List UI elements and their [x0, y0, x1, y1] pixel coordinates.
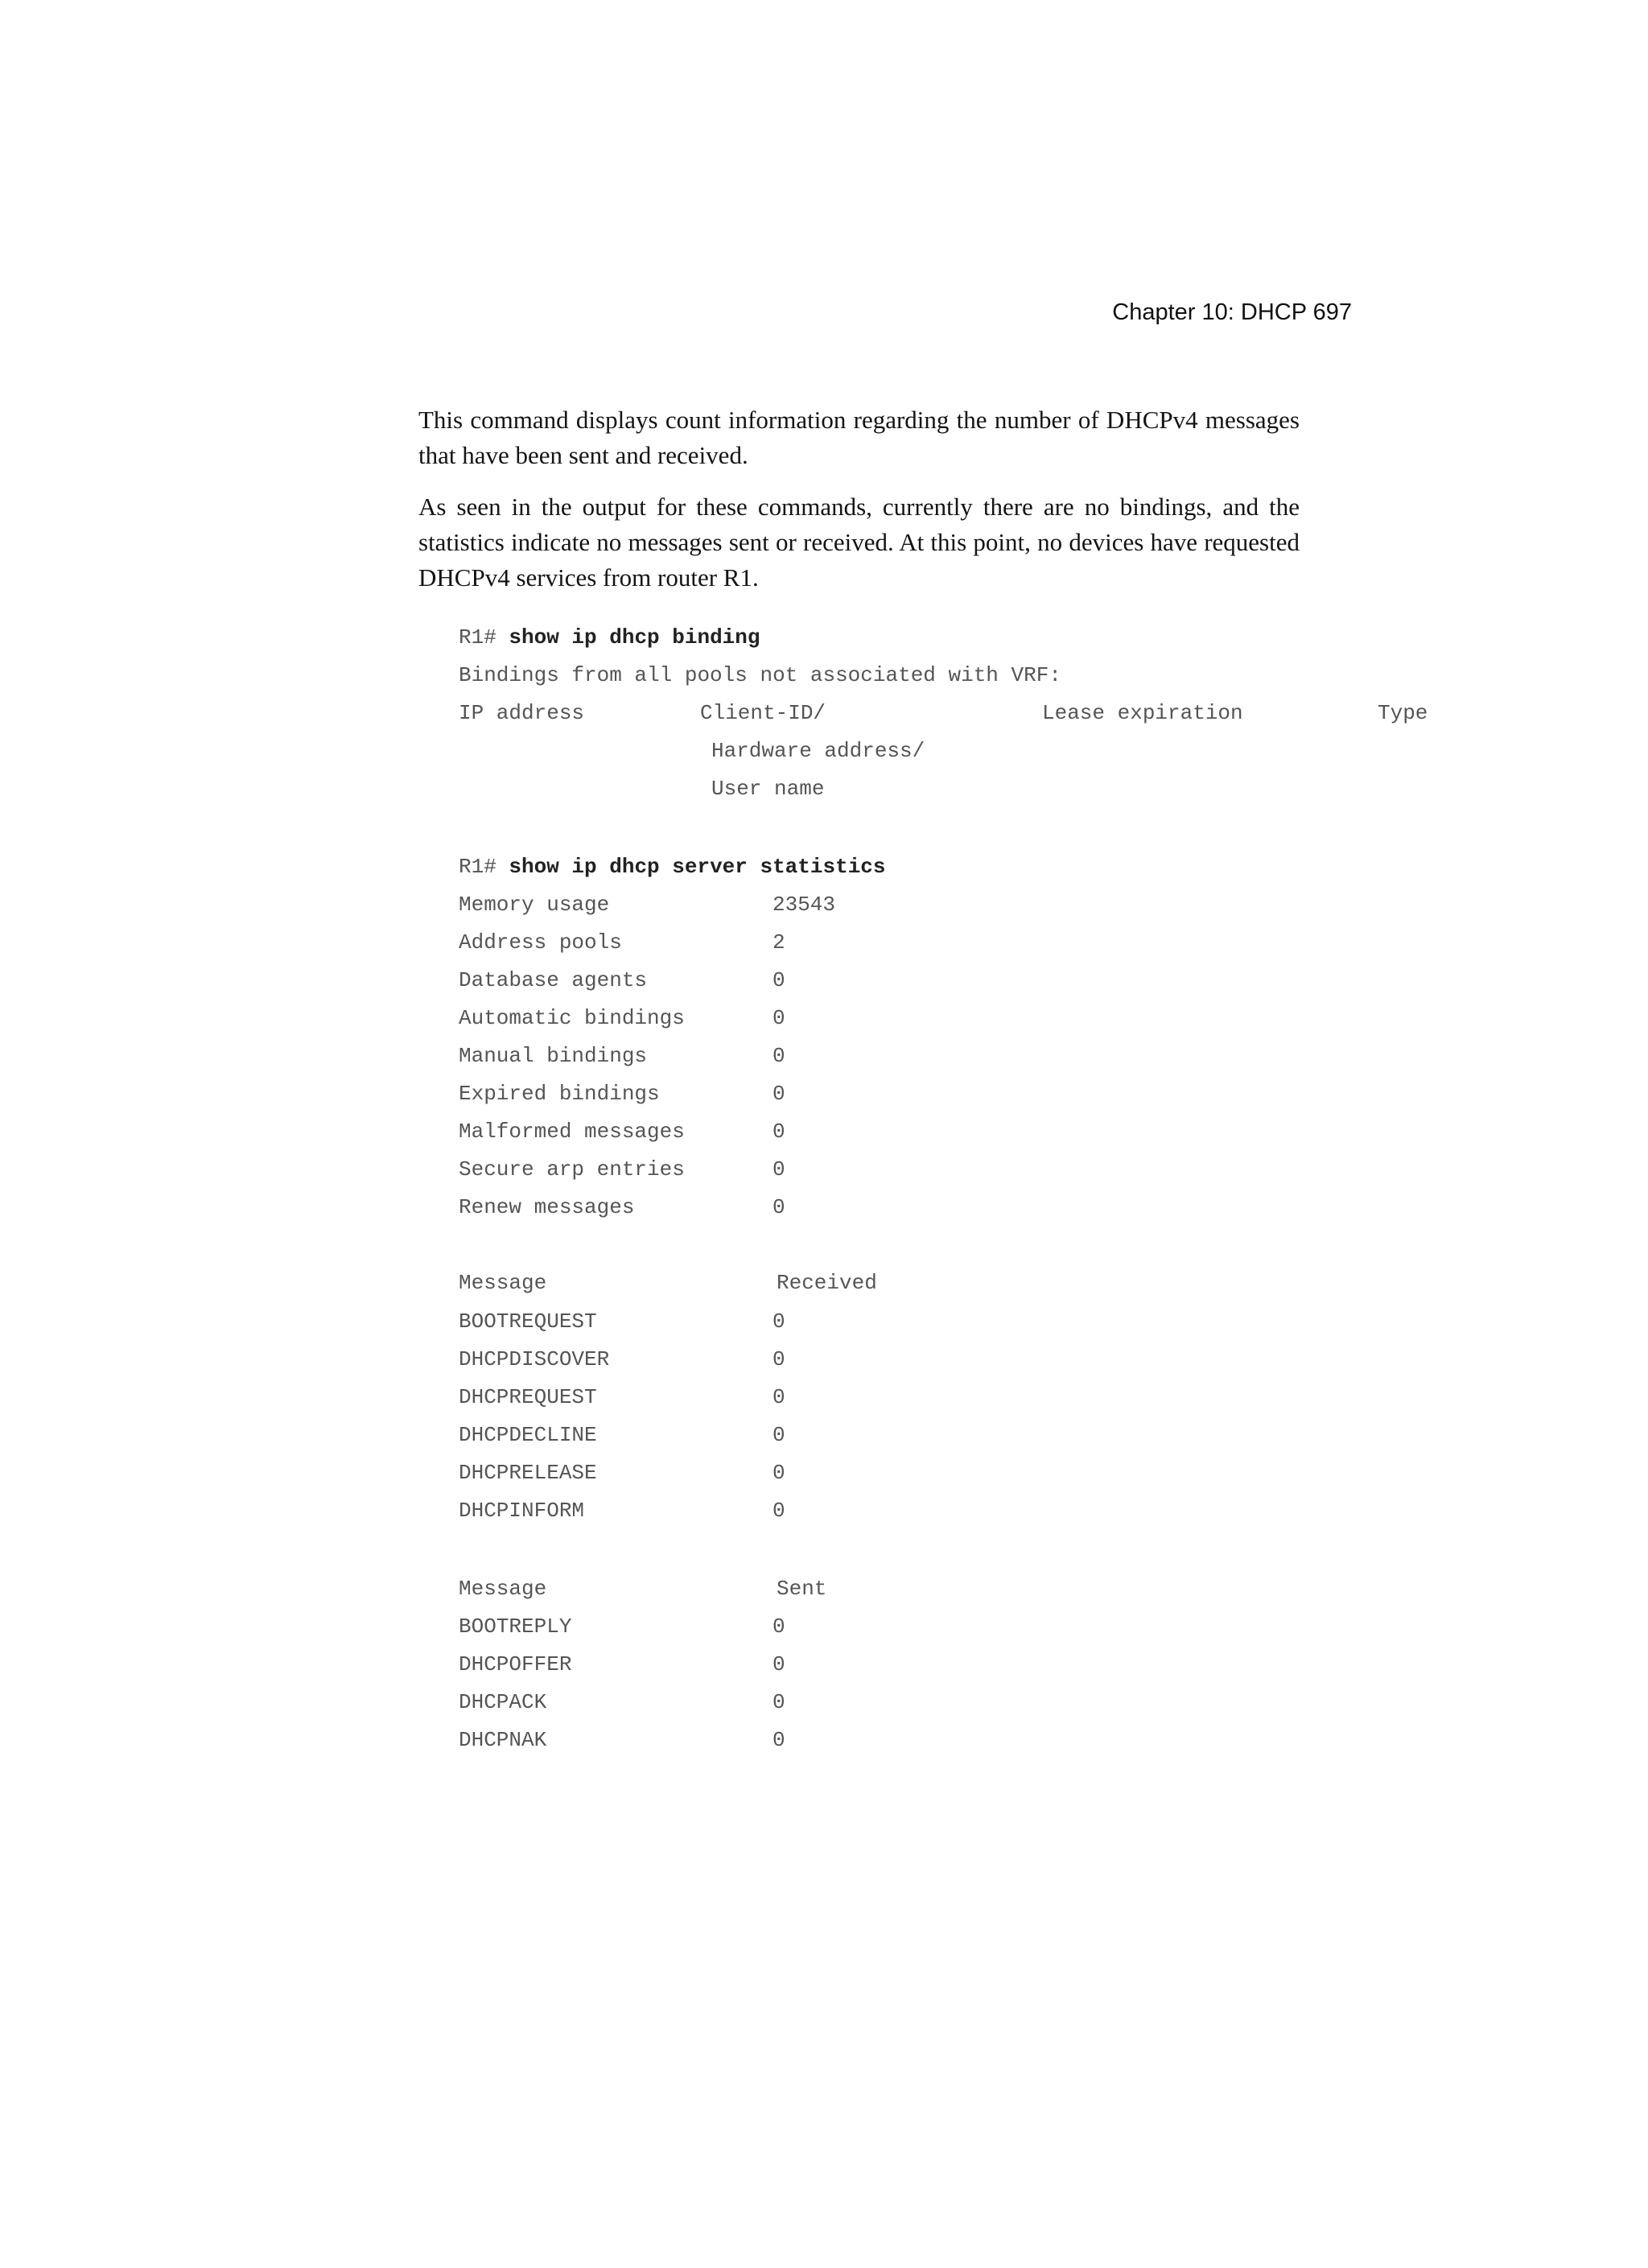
stats-value: 0: [772, 1195, 785, 1219]
binding-col-ip: IP address: [459, 701, 585, 725]
prompt: R1#: [459, 625, 509, 649]
binding-col-lease: Lease expiration: [1042, 701, 1243, 725]
received-label: DHCPDECLINE: [459, 1423, 597, 1447]
page-header: Chapter 10: DHCP 697: [1112, 299, 1352, 325]
binding-command-line: [459, 625, 760, 650]
stats-label: Memory usage: [459, 893, 610, 917]
stats-value: 0: [772, 1082, 785, 1106]
sent-value: 0: [772, 1652, 785, 1676]
stats-label: Database agents: [459, 968, 648, 992]
binding-col-client: Client-ID/: [700, 701, 826, 725]
sent-label: DHCPOFFER: [459, 1652, 572, 1676]
stats-value: 2: [772, 930, 785, 955]
stats-label: Malformed messages: [459, 1120, 685, 1144]
received-label: BOOTREQUEST: [459, 1309, 597, 1334]
stats-command: show ip dhcp server statistics: [509, 855, 886, 879]
received-value: 0: [772, 1309, 785, 1334]
binding-col-client-hw: Hardware address/: [711, 739, 925, 763]
binding-col-type: Type: [1378, 701, 1428, 725]
received-header-value: Received: [777, 1271, 877, 1295]
stats-value: 0: [772, 1157, 785, 1181]
stats-label: Automatic bindings: [459, 1006, 685, 1030]
received-label: DHCPDISCOVER: [459, 1347, 610, 1371]
received-value: 0: [772, 1423, 785, 1447]
received-label: DHCPINFORM: [459, 1499, 585, 1523]
received-value: 0: [772, 1461, 785, 1485]
sent-label: DHCPACK: [459, 1690, 547, 1714]
sent-value: 0: [772, 1614, 785, 1639]
stats-label: Secure arp entries: [459, 1157, 685, 1181]
received-value: 0: [772, 1347, 785, 1371]
stats-value: 0: [772, 968, 785, 992]
stats-command-line: [459, 854, 886, 880]
received-value: 0: [772, 1385, 785, 1409]
received-label: DHCPRELEASE: [459, 1461, 597, 1485]
stats-value: 0: [772, 1044, 785, 1068]
sent-label: DHCPNAK: [459, 1728, 547, 1752]
binding-command: show ip dhcp binding: [509, 625, 760, 649]
sent-label: BOOTREPLY: [459, 1614, 572, 1639]
stats-value: 23543: [772, 893, 836, 917]
binding-col-client-user: User name: [711, 777, 825, 801]
stats-value: 0: [772, 1120, 785, 1144]
binding-info-line: Bindings from all pools not associated with VRF:: [459, 663, 1061, 687]
sent-header-message: Message: [459, 1577, 547, 1601]
prompt: R1#: [459, 855, 509, 879]
sent-header-value: Sent: [777, 1577, 827, 1601]
received-value: 0: [772, 1499, 785, 1523]
stats-label: Manual bindings: [459, 1044, 648, 1068]
received-header-message: Message: [459, 1271, 547, 1295]
paragraph-observation: As seen in the output for these commands, currently there are no bindings, and the statistics indicate no messages sent or received. At this point, no devices have requested DHCPv4 services from router R1.: [418, 493, 1300, 592]
sent-value: 0: [772, 1728, 785, 1752]
stats-label: Renew messages: [459, 1195, 635, 1219]
stats-value: 0: [772, 1006, 785, 1030]
stats-label: Expired bindings: [459, 1082, 660, 1106]
received-label: DHCPREQUEST: [459, 1385, 597, 1409]
stats-label: Address pools: [459, 930, 622, 955]
paragraph-intro: This command displays count information regarding the number of DHCPv4 messages that have been sent and received.: [418, 406, 1300, 469]
sent-value: 0: [772, 1690, 785, 1714]
